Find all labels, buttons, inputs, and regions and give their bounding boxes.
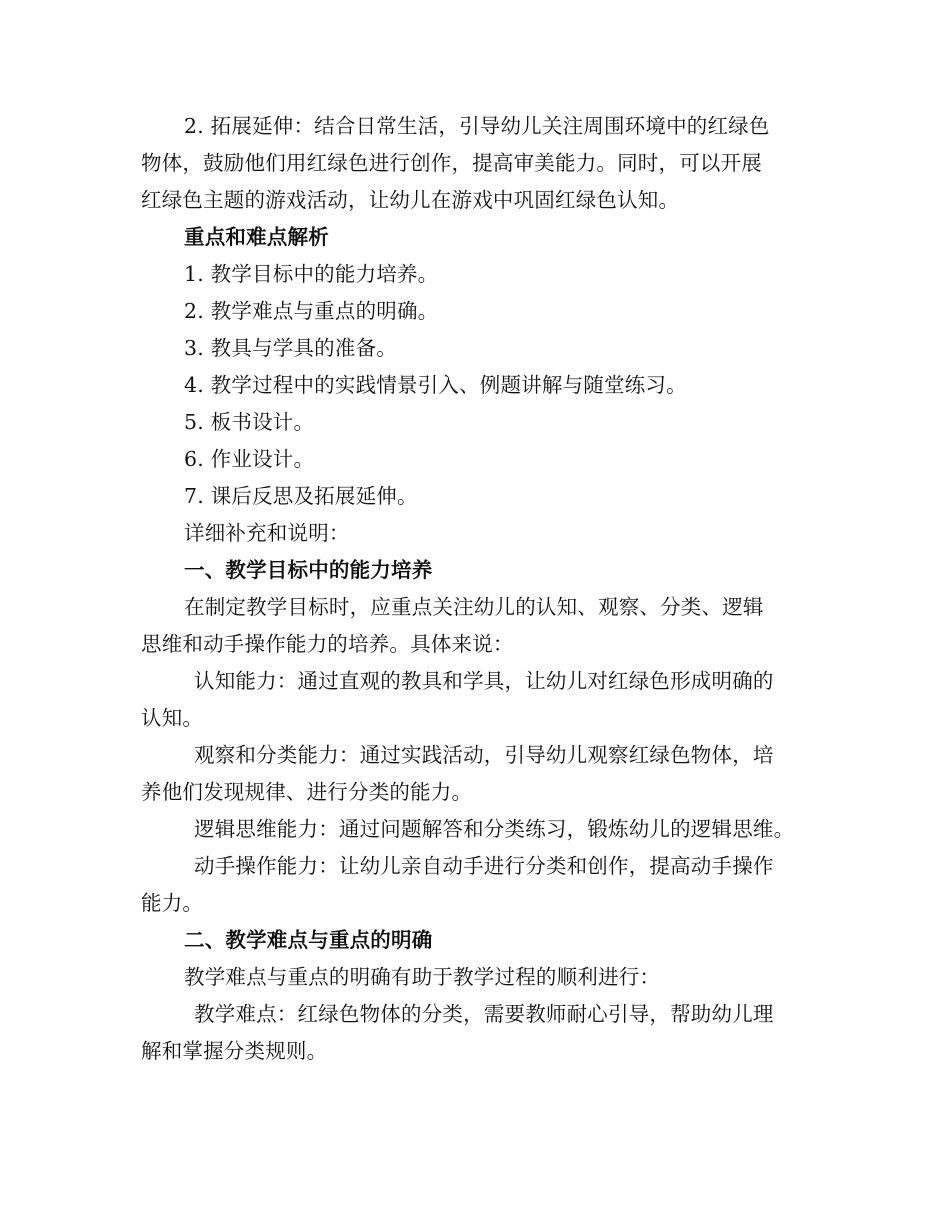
extension-paragraph-line: 红绿色主题的游戏活动，让幼儿在游戏中巩固红绿色认知。	[141, 188, 680, 212]
analysis-list-item: 2. 教学难点与重点的明确。	[184, 299, 439, 323]
section1-intro-line: 思维和动手操作能力的培养。具体来说：	[141, 632, 514, 656]
hands-on-ability-line: 动手操作能力：让幼儿亲自动手进行分类和创作，提高动手操作	[194, 854, 774, 878]
logic-ability-line: 逻辑思维能力：通过问题解答和分类练习，锻炼幼儿的逻辑思维。	[194, 817, 795, 841]
extension-paragraph-line: 物体，鼓励他们用红绿色进行创作，提高审美能力。同时，可以开展	[141, 151, 762, 175]
cognitive-ability-line: 认知。	[141, 706, 204, 730]
extension-paragraph-line: 2. 拓展延伸：结合日常生活，引导幼儿关注周围环境中的红绿色	[184, 114, 770, 138]
observe-classify-line: 养他们发现规律、进行分类的能力。	[141, 780, 473, 804]
analysis-list-item: 6. 作业设计。	[184, 447, 315, 471]
analysis-heading: 重点和难点解析	[184, 225, 329, 249]
analysis-list-item: 1. 教学目标中的能力培养。	[184, 262, 439, 286]
analysis-list-item: 5. 板书设计。	[184, 410, 315, 434]
analysis-list-item: 4. 教学过程中的实践情景引入、例题讲解与随堂练习。	[184, 373, 687, 397]
analysis-list-item: 3. 教具与学具的准备。	[184, 336, 397, 360]
analysis-list-item: 7. 课后反思及拓展延伸。	[184, 484, 418, 508]
section1-heading: 一、教学目标中的能力培养	[184, 558, 433, 582]
teaching-difficulty-line: 教学难点：红绿色物体的分类，需要教师耐心引导，帮助幼儿理	[194, 1002, 774, 1026]
hands-on-ability-line: 能力。	[141, 891, 204, 915]
cognitive-ability-line: 认知能力：通过直观的教具和学具，让幼儿对红绿色形成明确的	[194, 669, 774, 693]
section1-intro-line: 在制定教学目标时，应重点关注幼儿的认知、观察、分类、逻辑	[184, 595, 764, 619]
observe-classify-line: 观察和分类能力：通过实践活动，引导幼儿观察红绿色物体，培	[194, 743, 774, 767]
section2-intro: 教学难点与重点的明确有助于教学过程的顺利进行：	[184, 965, 661, 989]
teaching-difficulty-line: 解和掌握分类规则。	[141, 1039, 328, 1063]
supplement-label: 详细补充和说明：	[184, 521, 350, 545]
section2-heading: 二、教学难点与重点的明确	[184, 928, 433, 952]
